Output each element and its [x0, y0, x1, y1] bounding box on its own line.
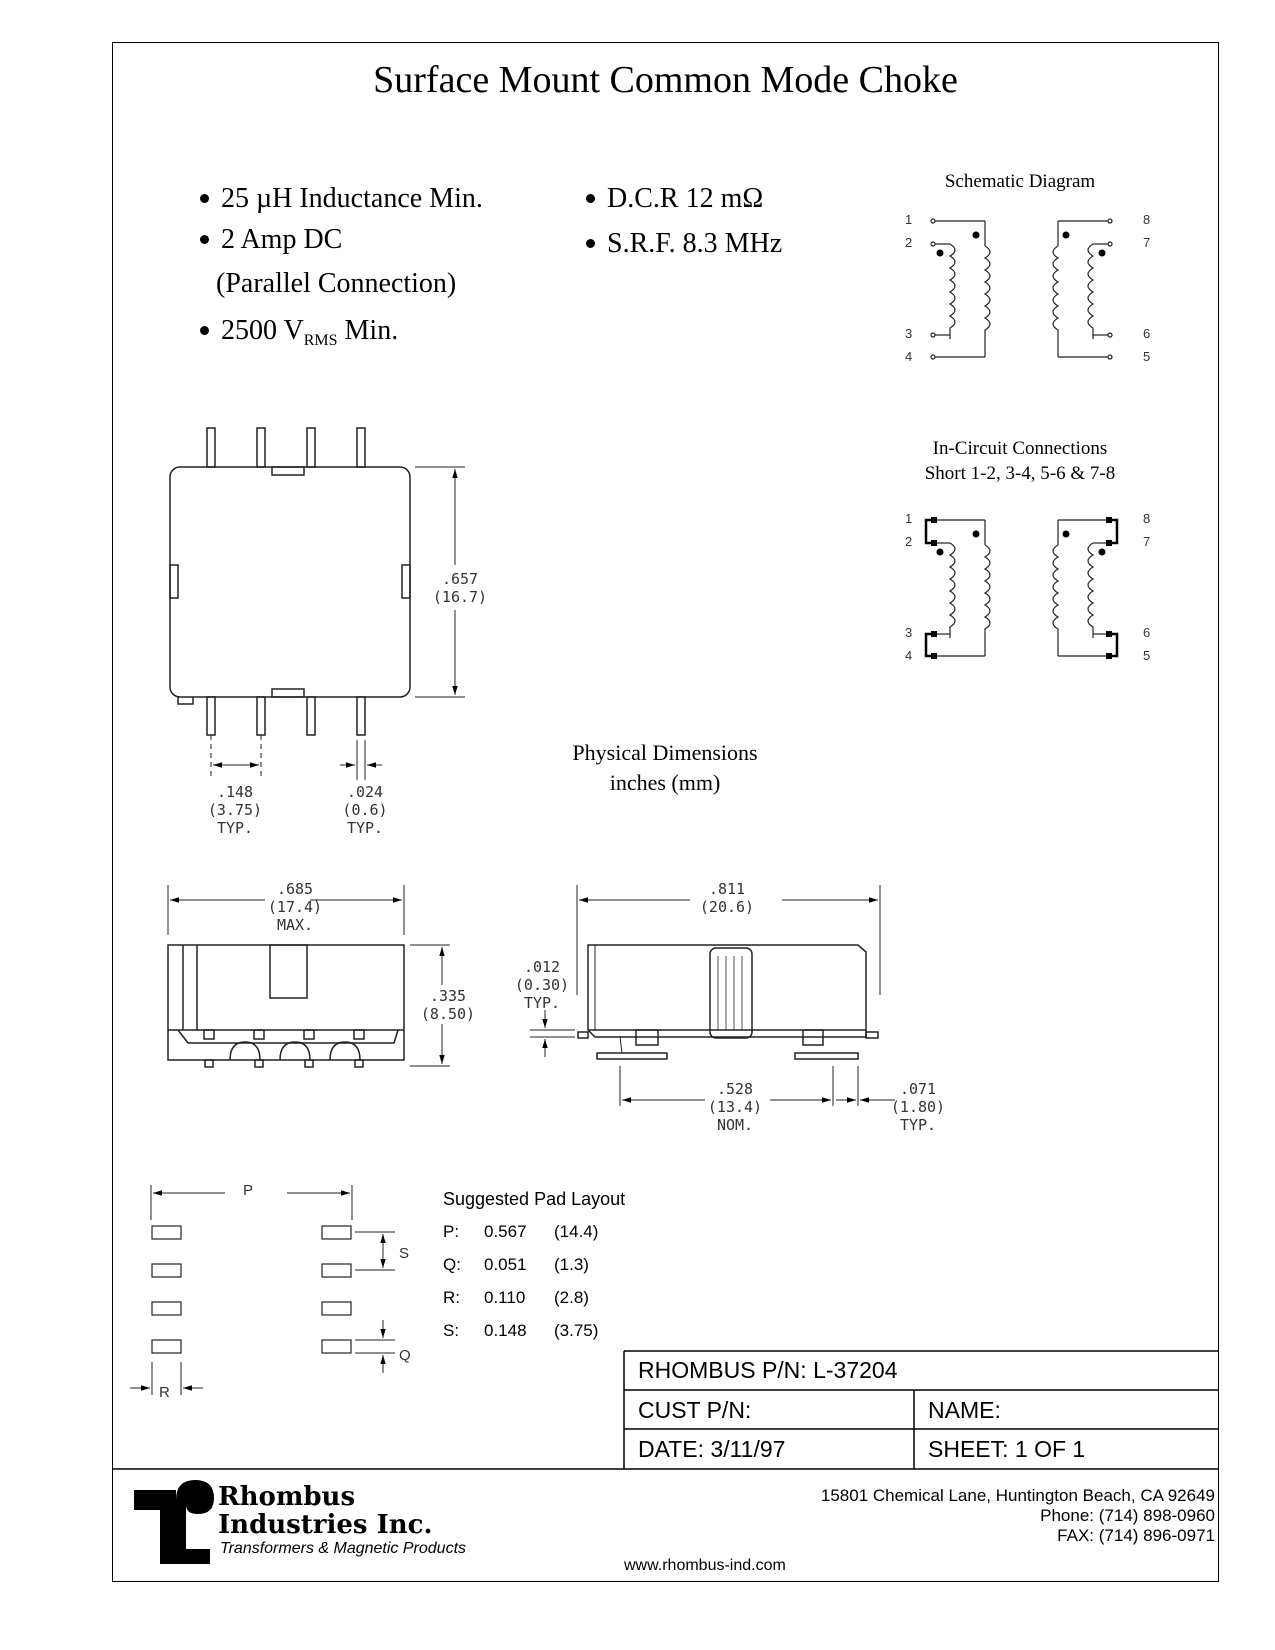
pin-label: 8: [1143, 511, 1151, 526]
dim-335: .335 (8.50): [420, 987, 476, 1023]
dim-024: .024 (0.6) TYP.: [342, 783, 388, 837]
pin-label: 6: [1143, 625, 1151, 640]
pad-label-r: R: [159, 1384, 170, 1401]
pin-label: 8: [1143, 212, 1151, 227]
physical-dimensions-units: inches (mm): [609, 770, 721, 795]
feature-voltage: 2500 $V_{RMS}$ Min.: [200, 315, 398, 350]
company-address: 15801 Chemical Lane, Huntington Beach, CA 92649: [820, 1486, 1215, 1505]
pin-label: 3: [905, 326, 913, 341]
page-title: Surface Mount Common Mode Choke: [373, 59, 958, 101]
pad-layout-drawing: [130, 1185, 395, 1395]
in-circuit-title: In-Circuit Connections: [932, 438, 1108, 459]
feature-dcr: D.C.R 12 mΩ: [586, 183, 763, 215]
pin-label: 1: [905, 511, 913, 526]
in-circuit-diagram: [935, 520, 1108, 656]
pad-label-p: P: [243, 1182, 254, 1199]
pin-label: 2: [905, 534, 913, 549]
feature-current-note: (Parallel Connection): [216, 268, 457, 299]
date-field: DATE: 3/11/97: [638, 1436, 786, 1462]
dim-685: .685 (17.4) MAX.: [267, 880, 323, 934]
dim-657: .657 (16.7): [432, 570, 488, 606]
pad-row-q: Q: 0.051 (1.3): [443, 1255, 589, 1274]
pin-label: 1: [905, 212, 913, 227]
dim-811: .811 (20.6): [699, 880, 755, 916]
pad-row-p: P: 0.567 (14.4): [443, 1222, 599, 1241]
side-view: [530, 885, 895, 1106]
pad-row-s: S: 0.148 (3.75): [443, 1321, 599, 1340]
dim-071: .071 (1.80) TYP.: [890, 1080, 946, 1134]
pin-label: 2: [905, 235, 913, 250]
title-block-grid: [112, 1351, 1219, 1469]
pad-label-s: S: [399, 1245, 410, 1262]
pin-label: 4: [905, 349, 913, 364]
pin-label: 3: [905, 625, 913, 640]
front-view: [168, 885, 450, 1067]
company-fax: FAX: (714) 896-0971: [1057, 1526, 1215, 1545]
company-name: Rhombus Industries Inc.: [218, 1482, 433, 1540]
dim-012: .012 (0.30) TYP.: [514, 958, 570, 1012]
dim-148: .148 (3.75) TYP.: [207, 783, 263, 837]
schematic-title: Schematic Diagram: [944, 171, 1096, 192]
feature-srf: S.R.F. 8.3 MHz: [586, 228, 782, 260]
shorting-links: [926, 520, 1117, 656]
pin-label: 5: [1143, 648, 1151, 663]
dim-528: .528 (13.4) NOM.: [707, 1080, 763, 1134]
pin-label: 6: [1143, 326, 1151, 341]
pin-label: 7: [1143, 235, 1151, 250]
rhombus-part-number: RHOMBUS P/N: L-37204: [638, 1357, 898, 1383]
sheet-field: SHEET: 1 OF 1: [928, 1436, 1086, 1462]
top-view: [170, 428, 465, 780]
company-phone: Phone: (714) 898-0960: [1040, 1506, 1215, 1525]
rhombus-logo: [134, 1480, 214, 1564]
feature-inductance: 25 µH Inductance Min.: [200, 183, 483, 215]
pad-row-r: R: 0.110 (2.8): [443, 1288, 589, 1307]
schematic-diagram: [931, 219, 1112, 359]
pin-label: 7: [1143, 534, 1151, 549]
company-website: www.rhombus-ind.com: [624, 1557, 786, 1574]
pin-label: 4: [905, 648, 913, 663]
customer-part-number: CUST P/N:: [638, 1397, 752, 1423]
name-field: NAME:: [928, 1397, 1001, 1423]
pad-layout-title: Suggested Pad Layout: [443, 1189, 626, 1209]
feature-current: 2 Amp DC: [200, 224, 342, 256]
pad-label-q: Q: [399, 1347, 411, 1364]
company-tagline: Transformers & Magnetic Products: [220, 1540, 467, 1557]
in-circuit-subtitle: Short 1-2, 3-4, 5-6 & 7-8: [924, 463, 1116, 484]
polarity-dots: [937, 232, 1106, 257]
pin-label: 5: [1143, 349, 1151, 364]
physical-dimensions-title: Physical Dimensions: [572, 740, 758, 765]
